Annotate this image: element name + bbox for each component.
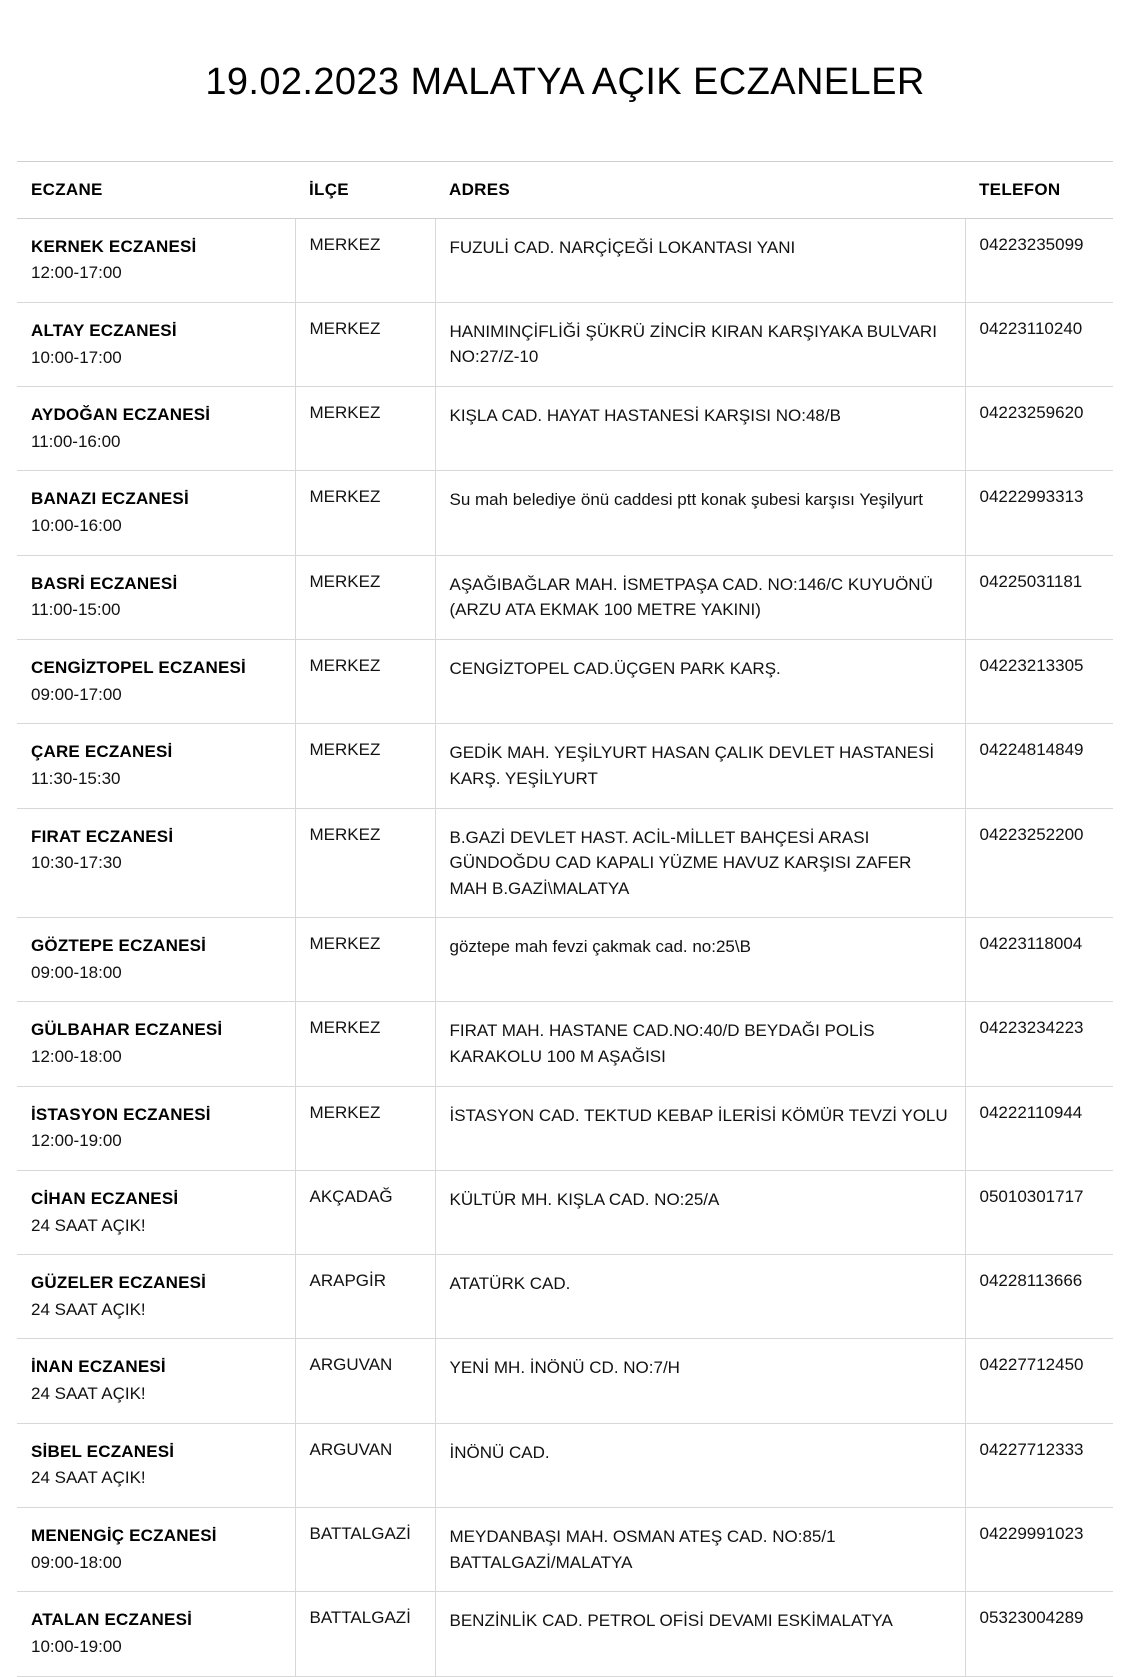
- cell-pharmacy: [17, 1339, 295, 1423]
- cell-pharmacy: [17, 640, 295, 724]
- cell-pharmacy: [17, 918, 295, 1002]
- cell-phone: 04223118004: [965, 918, 1113, 1002]
- table-header: [17, 161, 1113, 218]
- cell-pharmacy: [17, 1508, 295, 1592]
- cell-phone: 04223259620: [965, 387, 1113, 471]
- pharmacy-name: BANAZI ECZANESİ: [31, 489, 189, 509]
- cell-pharmacy: [17, 555, 295, 639]
- cell-district: MERKEZ: [295, 640, 435, 724]
- cell-district: MERKEZ: [295, 387, 435, 471]
- pharmacy-hours: 11:30-15:30: [31, 768, 121, 788]
- pharmacy-name: SİBEL ECZANESİ: [31, 1441, 175, 1461]
- cell-phone: 04224814849: [965, 724, 1113, 808]
- pharmacy-hours: 24 SAAT AÇIK!: [31, 1299, 146, 1319]
- pharmacy-hours: 24 SAAT AÇIK!: [31, 1468, 146, 1488]
- cell-district: MERKEZ: [295, 555, 435, 639]
- cell-address: göztepe mah fevzi çakmak cad. no:25\B: [435, 918, 965, 1002]
- pharmacy-name: FIRAT ECZANESİ: [31, 826, 174, 846]
- table-row: [17, 1339, 1113, 1423]
- pharmacy-hours: 11:00-16:00: [31, 431, 121, 451]
- cell-district: MERKEZ: [295, 724, 435, 808]
- table-row: [17, 918, 1113, 1002]
- page-title: 19.02.2023 MALATYA AÇIK ECZANELER: [205, 61, 925, 104]
- cell-district: BATTALGAZİ: [295, 1508, 435, 1592]
- table-row: [17, 724, 1113, 808]
- cell-address: İNÖNÜ CAD.: [435, 1423, 965, 1507]
- pharmacy-name: GÖZTEPE ECZANESİ: [31, 936, 207, 956]
- table-row: [17, 1423, 1113, 1507]
- pharmacy-hours: 24 SAAT AÇIK!: [31, 1215, 146, 1235]
- cell-phone: 04223110240: [965, 302, 1113, 386]
- cell-phone: 04227712450: [965, 1339, 1113, 1423]
- column-header-district: İLÇE: [295, 161, 435, 218]
- table-row: [17, 1086, 1113, 1170]
- cell-address: KÜLTÜR MH. KIŞLA CAD. NO:25/A: [435, 1170, 965, 1254]
- pharmacy-hours: 24 SAAT AÇIK!: [31, 1384, 146, 1404]
- pharmacy-hours: 12:00-19:00: [31, 1131, 122, 1151]
- cell-phone: 04229991023: [965, 1508, 1113, 1592]
- cell-pharmacy: [17, 471, 295, 555]
- cell-pharmacy: [17, 387, 295, 471]
- cell-pharmacy: [17, 1423, 295, 1507]
- cell-district: ARGUVAN: [295, 1423, 435, 1507]
- pharmacy-name: CENGİZTOPEL ECZANESİ: [31, 658, 246, 677]
- pharmacy-hours: 09:00-18:00: [31, 962, 122, 982]
- cell-district: MERKEZ: [295, 918, 435, 1002]
- pharmacy-hours: 10:00-19:00: [31, 1636, 122, 1656]
- cell-phone: 05323004289: [965, 1592, 1113, 1676]
- cell-pharmacy: [17, 808, 295, 918]
- pharmacy-hours: 10:00-17:00: [31, 347, 122, 367]
- table-header-row: [17, 161, 1113, 218]
- cell-district: MERKEZ: [295, 471, 435, 555]
- cell-address: Su mah belediye önü caddesi ptt konak şubesi karşısı Yeşilyurt: [435, 471, 965, 555]
- table-row: [17, 1255, 1113, 1339]
- pharmacy-name: GÜZELER ECZANESİ: [31, 1273, 207, 1293]
- pharmacy-name: MENENGİÇ ECZANESİ: [31, 1526, 217, 1546]
- cell-address: ATATÜRK CAD.: [435, 1255, 965, 1339]
- pharmacy-name: CİHAN ECZANESİ: [31, 1188, 179, 1208]
- column-header-pharmacy: ECZANE: [17, 161, 295, 218]
- cell-phone: 04223234223: [965, 1002, 1113, 1086]
- document-page: [0, 25, 1130, 1676]
- cell-district: ARAPGİR: [295, 1255, 435, 1339]
- cell-phone: 05010301717: [965, 1170, 1113, 1254]
- cell-phone: 04223213305: [965, 640, 1113, 724]
- pharmacy-hours: 12:00-17:00: [31, 263, 122, 283]
- cell-district: AKÇADAĞ: [295, 1170, 435, 1254]
- cell-address: HANIMINÇİFLİĞİ ŞÜKRÜ ZİNCİR KIRAN KARŞIYAKA BULVARI NO:27/Z-10: [435, 302, 965, 386]
- cell-pharmacy: [17, 1592, 295, 1676]
- cell-address: FUZULİ CAD. NARÇİÇEĞİ LOKANTASI YANI: [435, 218, 965, 302]
- pharmacy-name: AYDOĞAN ECZANESİ: [31, 405, 211, 425]
- cell-address: BENZİNLİK CAD. PETROL OFİSİ DEVAMI ESKİMALATYA: [435, 1592, 965, 1676]
- cell-address: B.GAZİ DEVLET HAST. ACİL-MİLLET BAHÇESİ ARASI GÜNDOĞDU CAD KAPALI YÜZME HAVUZ KARŞISI ZAFER MAH B.GAZİ\MALATYA: [435, 808, 965, 918]
- cell-phone: 04223252200: [965, 808, 1113, 918]
- table-row: [17, 471, 1113, 555]
- pharmacy-hours: 10:00-16:00: [31, 516, 122, 536]
- cell-district: MERKEZ: [295, 1086, 435, 1170]
- pharmacy-table: [17, 161, 1113, 1677]
- table-body: [17, 218, 1113, 1676]
- column-header-address: ADRES: [435, 161, 965, 218]
- cell-address: AŞAĞIBAĞLAR MAH. İSMETPAŞA CAD. NO:146/C KUYUÖNÜ (ARZU ATA EKMAK 100 METRE YAKINI): [435, 555, 965, 639]
- cell-phone: 04222110944: [965, 1086, 1113, 1170]
- cell-address: İSTASYON CAD. TEKTUD KEBAP İLERİSİ KÖMÜR TEVZİ YOLU: [435, 1086, 965, 1170]
- cell-address: GEDİK MAH. YEŞİLYURT HASAN ÇALIK DEVLET HASTANESİ KARŞ. YEŞİLYURT: [435, 724, 965, 808]
- cell-address: KIŞLA CAD. HAYAT HASTANESİ KARŞISI NO:48/B: [435, 387, 965, 471]
- cell-district: MERKEZ: [295, 1002, 435, 1086]
- pharmacy-name: ÇARE ECZANESİ: [31, 742, 173, 762]
- cell-district: MERKEZ: [295, 302, 435, 386]
- cell-pharmacy: [17, 1086, 295, 1170]
- pharmacy-name: ALTAY ECZANESİ: [31, 320, 177, 340]
- table-row: [17, 1170, 1113, 1254]
- cell-address: MEYDANBAŞI MAH. OSMAN ATEŞ CAD. NO:85/1 BATTALGAZİ/MALATYA: [435, 1508, 965, 1592]
- cell-phone: 04227712333: [965, 1423, 1113, 1507]
- cell-district: MERKEZ: [295, 218, 435, 302]
- cell-phone: 04228113666: [965, 1255, 1113, 1339]
- cell-phone: 04222993313: [965, 471, 1113, 555]
- cell-address: CENGİZTOPEL CAD.ÜÇGEN PARK KARŞ.: [435, 640, 965, 724]
- pharmacy-name: ATALAN ECZANESİ: [31, 1610, 193, 1630]
- table-row: [17, 1002, 1113, 1086]
- cell-district: BATTALGAZİ: [295, 1592, 435, 1676]
- pharmacy-hours: 09:00-17:00: [31, 684, 122, 704]
- cell-pharmacy: [17, 724, 295, 808]
- pharmacy-name: BASRİ ECZANESİ: [31, 573, 178, 593]
- cell-address: YENİ MH. İNÖNÜ CD. NO:7/H: [435, 1339, 965, 1423]
- cell-pharmacy: [17, 1002, 295, 1086]
- cell-phone: 04223235099: [965, 218, 1113, 302]
- table-row: [17, 808, 1113, 918]
- pharmacy-name: İSTASYON ECZANESİ: [31, 1104, 211, 1124]
- column-header-phone: TELEFON: [965, 161, 1113, 218]
- table-row: [17, 555, 1113, 639]
- pharmacy-hours: 09:00-18:00: [31, 1552, 122, 1572]
- pharmacy-hours: 11:00-15:00: [31, 600, 121, 620]
- pharmacy-hours: 10:30-17:30: [31, 853, 122, 873]
- cell-pharmacy: [17, 218, 295, 302]
- pharmacy-hours: 12:00-18:00: [31, 1046, 122, 1066]
- pharmacy-name: GÜLBAHAR ECZANESİ: [31, 1020, 223, 1040]
- cell-pharmacy: [17, 1170, 295, 1254]
- cell-phone: 04225031181: [965, 555, 1113, 639]
- pharmacy-name: İNAN ECZANESİ: [31, 1357, 166, 1377]
- pharmacy-name: KERNEK ECZANESİ: [31, 236, 197, 256]
- cell-pharmacy: [17, 302, 295, 386]
- table-row: [17, 1508, 1113, 1592]
- cell-address: FIRAT MAH. HASTANE CAD.NO:40/D BEYDAĞI POLİS KARAKOLU 100 M AŞAĞISI: [435, 1002, 965, 1086]
- cell-district: ARGUVAN: [295, 1339, 435, 1423]
- table-row: [17, 640, 1113, 724]
- table-row: [17, 218, 1113, 302]
- cell-district: MERKEZ: [295, 808, 435, 918]
- table-row: [17, 1592, 1113, 1676]
- table-row: [17, 302, 1113, 386]
- cell-pharmacy: [17, 1255, 295, 1339]
- table-row: [17, 387, 1113, 471]
